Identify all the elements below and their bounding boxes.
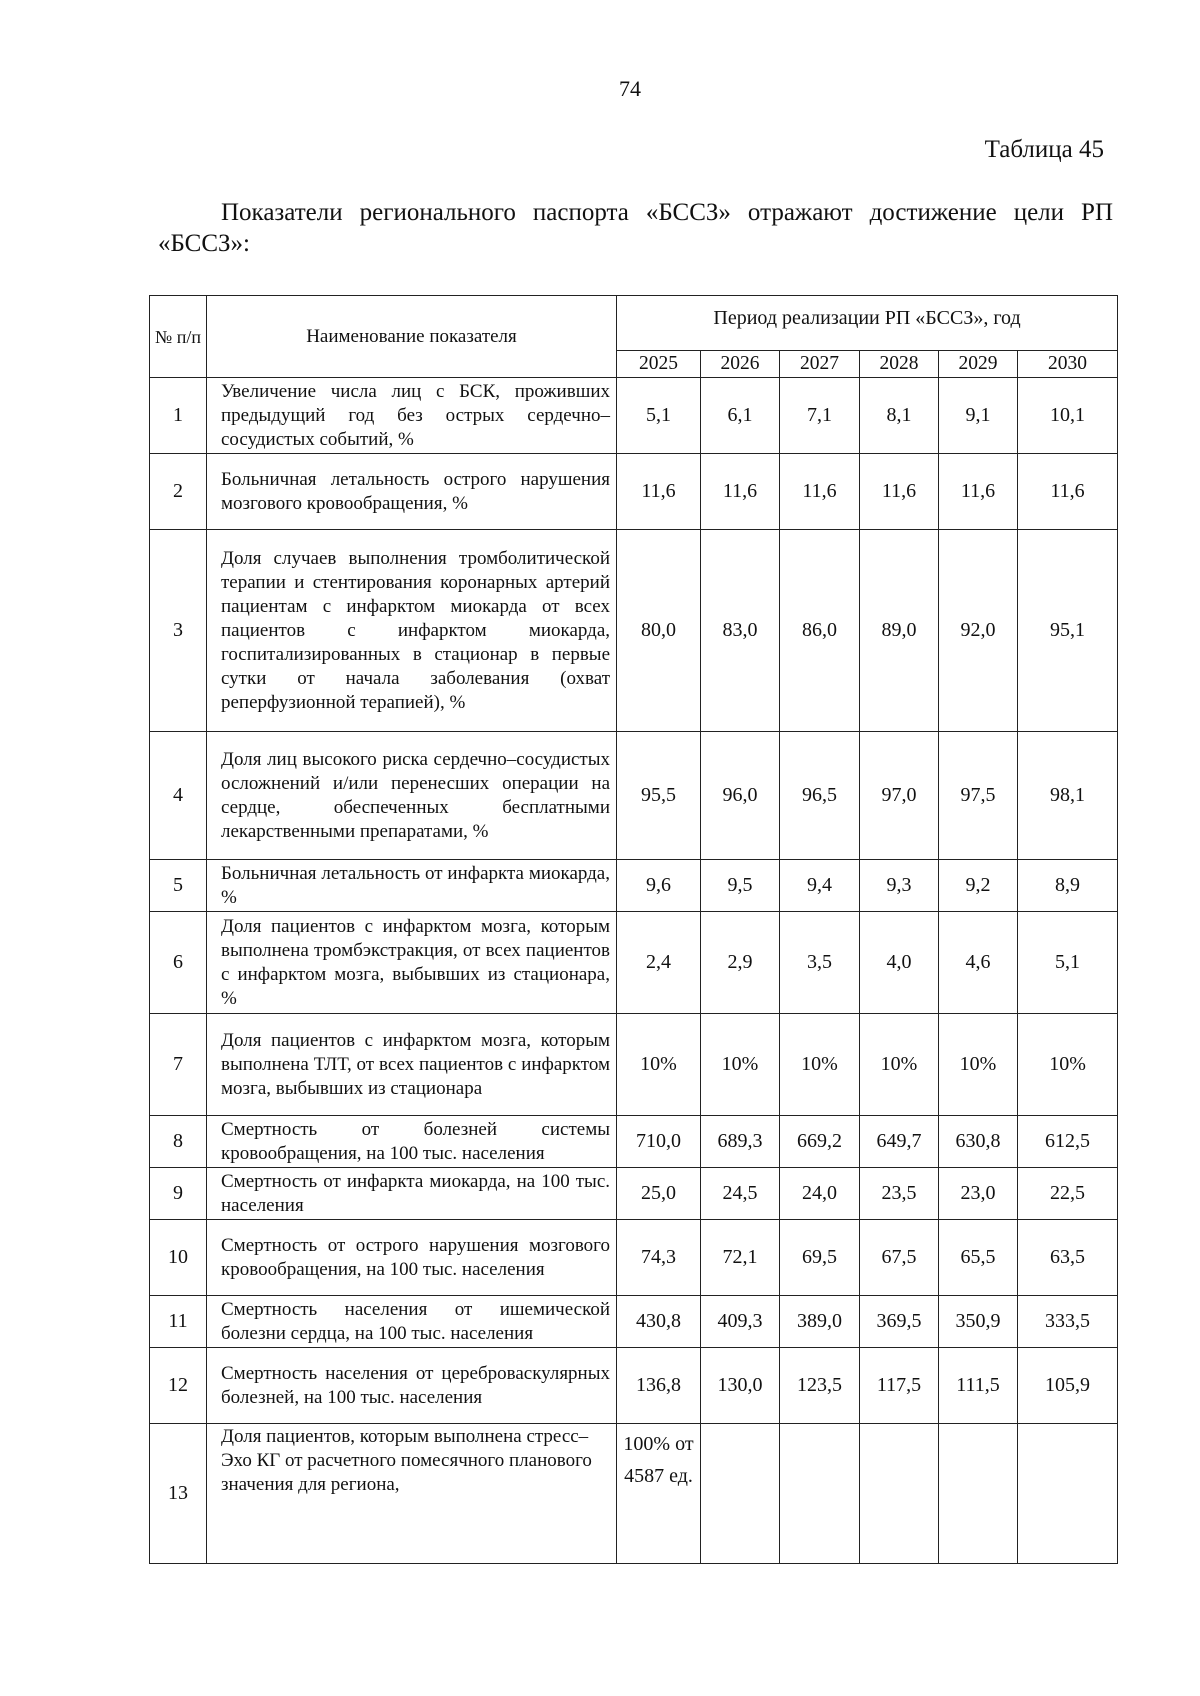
row-number: 5	[150, 860, 207, 912]
value-cell: 8,9	[1018, 860, 1118, 912]
header-year: 2028	[860, 351, 939, 378]
value-cell: 11,6	[780, 454, 860, 530]
value-cell: 23,5	[860, 1168, 939, 1220]
value-cell: 96,0	[701, 732, 780, 860]
row-number: 6	[150, 912, 207, 1014]
value-cell: 130,0	[701, 1348, 780, 1424]
value-cell: 2,4	[617, 912, 701, 1014]
value-cell	[701, 1424, 780, 1564]
value-cell: 105,9	[1018, 1348, 1118, 1424]
value-cell: 5,1	[1018, 912, 1118, 1014]
table-row	[150, 1116, 1118, 1168]
header-year: 2030	[1018, 351, 1118, 378]
indicator-name: Смертность от болезней системы кровообращения, на 100 тыс. населения	[207, 1116, 617, 1168]
value-cell: 11,6	[617, 454, 701, 530]
value-cell: 333,5	[1018, 1296, 1118, 1348]
value-cell: 97,5	[939, 732, 1018, 860]
value-cell: 612,5	[1018, 1116, 1118, 1168]
header-year: 2029	[939, 351, 1018, 378]
value-cell: 97,0	[860, 732, 939, 860]
indicator-name: Смертность от инфаркта миокарда, на 100 тыс. населения	[207, 1168, 617, 1220]
row-number: 10	[150, 1220, 207, 1296]
value-cell: 69,5	[780, 1220, 860, 1296]
row-number: 3	[150, 530, 207, 732]
value-cell: 67,5	[860, 1220, 939, 1296]
indicator-name: Смертность населения от цереброваскулярных болезней, на 100 тыс. населения	[207, 1348, 617, 1424]
value-cell: 23,0	[939, 1168, 1018, 1220]
indicator-name: Доля пациентов с инфарктом мозга, которым выполнена ТЛТ, от всех пациентов с инфарктом мозга, выбывших из стационара	[207, 1014, 617, 1116]
header-year: 2027	[780, 351, 860, 378]
indicator-name: Увеличение числа лиц с БСК, проживших предыдущий год без острых сердечно–сосудистых событий, %	[207, 378, 617, 454]
value-cell: 25,0	[617, 1168, 701, 1220]
value-cell: 9,1	[939, 378, 1018, 454]
value-cell: 7,1	[780, 378, 860, 454]
value-cell: 89,0	[860, 530, 939, 732]
table-row	[150, 1220, 1118, 1296]
table-row	[150, 454, 1118, 530]
value-cell: 80,0	[617, 530, 701, 732]
page-number: 74	[619, 76, 641, 101]
value-cell	[780, 1424, 860, 1564]
value-cell: 649,7	[860, 1116, 939, 1168]
indicator-name: Доля пациентов, которым выполнена стресс– Эхо КГ от расчетного помесячного планового значения для региона,	[207, 1424, 617, 1564]
value-cell: 10%	[701, 1014, 780, 1116]
value-cell: 430,8	[617, 1296, 701, 1348]
table-row	[150, 1424, 1118, 1564]
value-cell: 72,1	[701, 1220, 780, 1296]
value-cell: 95,1	[1018, 530, 1118, 732]
value-cell: 369,5	[860, 1296, 939, 1348]
row-number: 7	[150, 1014, 207, 1116]
value-cell: 350,9	[939, 1296, 1018, 1348]
value-cell: 669,2	[780, 1116, 860, 1168]
header-year: 2025	[617, 351, 701, 378]
value-cell: 10%	[860, 1014, 939, 1116]
value-cell	[860, 1424, 939, 1564]
row-number: 4	[150, 732, 207, 860]
indicator-name: Больничная летальность от инфаркта миокарда, %	[207, 860, 617, 912]
table-caption: Таблица 45	[984, 136, 1104, 163]
row-number: 1	[150, 378, 207, 454]
value-cell: 5,1	[617, 378, 701, 454]
value-cell: 111,5	[939, 1348, 1018, 1424]
value-cell	[1018, 1424, 1118, 1564]
value-cell: 6,1	[701, 378, 780, 454]
row-number: 13	[150, 1424, 207, 1564]
value-cell: 22,5	[1018, 1168, 1118, 1220]
indicator-name: Смертность от острого нарушения мозгового кровообращения, на 100 тыс. населения	[207, 1220, 617, 1296]
row-number: 9	[150, 1168, 207, 1220]
value-cell: 10,1	[1018, 378, 1118, 454]
value-cell: 9,3	[860, 860, 939, 912]
value-cell	[939, 1424, 1018, 1564]
value-cell: 11,6	[1018, 454, 1118, 530]
table-row	[150, 1348, 1118, 1424]
value-cell: 10%	[617, 1014, 701, 1116]
value-cell: 10%	[780, 1014, 860, 1116]
value-cell: 9,5	[701, 860, 780, 912]
value-cell: 24,0	[780, 1168, 860, 1220]
value-cell: 9,4	[780, 860, 860, 912]
value-cell: 4,6	[939, 912, 1018, 1014]
value-cell: 24,5	[701, 1168, 780, 1220]
row-number: 2	[150, 454, 207, 530]
row-number: 12	[150, 1348, 207, 1424]
value-cell: 63,5	[1018, 1220, 1118, 1296]
header-number: № п/п	[150, 296, 207, 378]
value-cell: 9,2	[939, 860, 1018, 912]
value-cell: 136,8	[617, 1348, 701, 1424]
value-cell: 409,3	[701, 1296, 780, 1348]
header-year: 2026	[701, 351, 780, 378]
header-period: Период реализации РП «БССЗ», год	[617, 296, 1118, 351]
value-cell: 11,6	[939, 454, 1018, 530]
table-row	[150, 732, 1118, 860]
header-indicator-name: Наименование показателя	[207, 296, 617, 378]
indicator-name: Смертность населения от ишемической болезни сердца, на 100 тыс. населения	[207, 1296, 617, 1348]
value-cell: 689,3	[701, 1116, 780, 1168]
value-cell: 117,5	[860, 1348, 939, 1424]
value-cell: 86,0	[780, 530, 860, 732]
indicator-name: Больничная летальность острого нарушения мозгового кровообращения, %	[207, 454, 617, 530]
value-cell: 10%	[1018, 1014, 1118, 1116]
table-row	[150, 530, 1118, 732]
value-cell: 96,5	[780, 732, 860, 860]
value-cell: 710,0	[617, 1116, 701, 1168]
table-row	[150, 860, 1118, 912]
indicator-name: Доля пациентов с инфарктом мозга, которым выполнена тромбэкстракция, от всех пациентов с инфарктом мозга, выбывших из стационара, %	[207, 912, 617, 1014]
value-cell: 8,1	[860, 378, 939, 454]
value-cell: 92,0	[939, 530, 1018, 732]
indicators-table	[149, 295, 1118, 1564]
table-row	[150, 378, 1118, 454]
table-row	[150, 1296, 1118, 1348]
value-cell: 2,9	[701, 912, 780, 1014]
table-row	[150, 1168, 1118, 1220]
row-number: 8	[150, 1116, 207, 1168]
value-cell: 11,6	[860, 454, 939, 530]
row-number: 11	[150, 1296, 207, 1348]
value-cell: 10%	[939, 1014, 1018, 1116]
value-cell: 630,8	[939, 1116, 1018, 1168]
value-cell: 11,6	[701, 454, 780, 530]
table-body	[150, 378, 1118, 1564]
indicator-name: Доля лиц высокого риска сердечно–сосудистых осложнений и/или перенесших операции на сердце, обеспеченных бесплатными лекарственными препаратами, %	[207, 732, 617, 860]
value-cell: 9,6	[617, 860, 701, 912]
table-row	[150, 1014, 1118, 1116]
indicator-name: Доля случаев выполнения тромболитической терапии и стентирования коронарных артерий пациентам с инфарктом миокарда от всех пациентов с инфарктом миокарда, госпитализированных в стационар в первые сутки от начала заболевания (охват реперфузионной терапией), %	[207, 530, 617, 732]
value-cell: 123,5	[780, 1348, 860, 1424]
value-cell: 4,0	[860, 912, 939, 1014]
value-cell: 389,0	[780, 1296, 860, 1348]
value-cell: 3,5	[780, 912, 860, 1014]
value-cell: 74,3	[617, 1220, 701, 1296]
value-cell: 98,1	[1018, 732, 1118, 860]
intro-paragraph: Показатели регионального паспорта «БССЗ» отражают достижение цели РП «БССЗ»:	[158, 199, 1113, 257]
value-cell: 65,5	[939, 1220, 1018, 1296]
value-cell: 100% от 4587 ед.	[617, 1424, 701, 1564]
table-row	[150, 912, 1118, 1014]
value-cell: 83,0	[701, 530, 780, 732]
value-cell: 95,5	[617, 732, 701, 860]
